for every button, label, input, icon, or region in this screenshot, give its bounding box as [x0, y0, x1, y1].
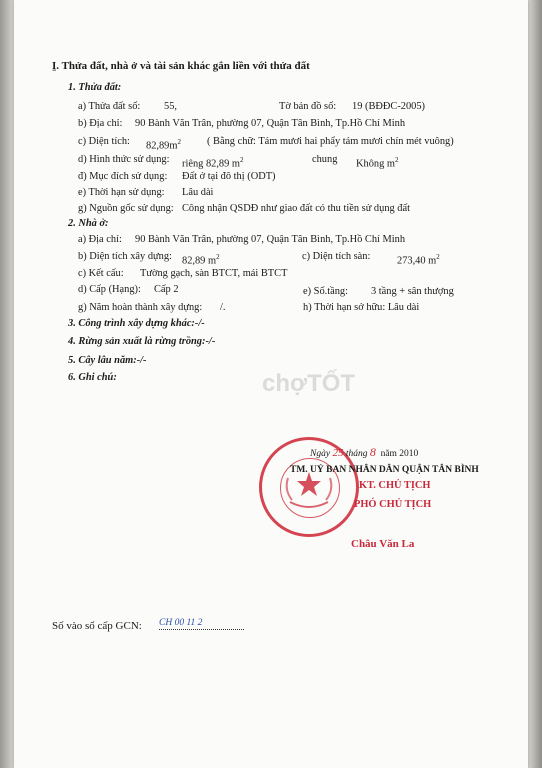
date-line: Ngày 25 tháng 8 năm 2010 [310, 445, 419, 459]
certificate-value: CH 00 11 2 [159, 617, 244, 630]
house-storeys-value: 3 tầng + sân thượng [371, 286, 454, 297]
land-b-value: 90 Bành Văn Trân, phường 07, Quận Tân Bình, Tp.Hồ Chí Minh [135, 118, 406, 129]
land-a-value: 55, [164, 101, 177, 112]
land-g-label: g) Nguồn gốc sử dụng: [78, 203, 174, 214]
watermark: chợTỐT [262, 370, 356, 397]
land-d-shared-label: chung [312, 154, 338, 165]
house-storeys-label: e) Số.tầng: [303, 286, 349, 297]
land-dd-value: Đất ở tại đô thị (ODT) [182, 171, 276, 182]
house-a-value: 90 Bành Văn Trân, phường 07, Quận Tân Bình, Tp.Hồ Chí Minh [135, 234, 406, 245]
land-dd-label: đ) Mục đích sử dụng: [78, 171, 168, 182]
other-item-3: 3. Công trình xây dựng khác:-/- [68, 318, 205, 329]
land-d-value: riêng 82,89 $m^2$ [182, 156, 244, 170]
land-g-value: Công nhận QSDĐ như giao đất có thu tiền sử dụng đất [182, 203, 411, 214]
signer-name: Châu Văn La [351, 538, 415, 550]
land-a-label: a) Thửa đất số: [78, 101, 141, 112]
role-line-2: PHÓ CHỦ TỊCH [354, 499, 432, 510]
house-b-label: b) Diện tích xây dựng: [78, 251, 172, 262]
land-d-shared-value: Không $m^2$ [356, 156, 399, 170]
house-b-value: 82,89 $m^2$ [182, 253, 220, 267]
house-c-label: c) Kết cấu: [78, 268, 124, 279]
house-a-label: a) Địa chỉ: [78, 234, 122, 245]
land-map-label: Tờ bản đồ số: [279, 101, 337, 112]
land-heading: 1. Thửa đất: [68, 82, 122, 93]
house-floor-label: c) Diện tích sàn: [302, 251, 371, 262]
land-e-label: e) Thời hạn sử dụng: [78, 187, 165, 198]
scan-edge-left [0, 0, 14, 768]
land-c-value: $82,89m^2$ [146, 138, 181, 152]
house-g-label: g) Năm hoàn thành xây dựng: [78, 302, 203, 313]
house-floor-value: 273,40 $m^2$ [397, 253, 440, 267]
house-h-label: h) Thời hạn sở hữu: Lâu dài [303, 302, 420, 313]
other-item-6: 6. Ghi chú: [68, 372, 117, 383]
document-page [14, 0, 528, 768]
authority-line: TM. UỶ BAN NHÂN DÂN QUẬN TÂN BÌNH [290, 465, 479, 475]
house-c-value: Tường gạch, sàn BTCT, mái BTCT [140, 268, 288, 279]
scan-edge-right [528, 0, 542, 768]
land-b-label: b) Địa chỉ: [78, 118, 123, 129]
house-g-value: /. [220, 302, 226, 313]
land-e-value: Lâu dài [182, 187, 214, 198]
role-line-1: KT. CHỦ TỊCH [359, 480, 431, 491]
house-d-value: Cấp 2 [154, 284, 179, 295]
section-title: I̱. Thửa đất, nhà ở và tài sản khác gắn liền với thửa đất [52, 60, 310, 72]
land-map-value: 19 (BĐĐC-2005) [352, 101, 426, 112]
land-c-label: c) Diện tích: [78, 136, 130, 147]
land-d-label: d) Hình thức sử dụng: [78, 154, 170, 165]
house-d-label: d) Cấp (Hạng): [78, 284, 141, 295]
certificate-label: Số vào sổ cấp GCN: [52, 620, 142, 632]
other-item-4: 4. Rừng sản xuất là rừng trồng:-/- [68, 336, 216, 347]
other-item-5: 5. Cây lâu năm:-/- [68, 355, 147, 366]
house-heading: 2. Nhà ở: [68, 218, 109, 229]
land-c-words: ( Bằng chữ: Tám mươi hai phẩy tám mươi chín mét vuông) [207, 136, 454, 147]
